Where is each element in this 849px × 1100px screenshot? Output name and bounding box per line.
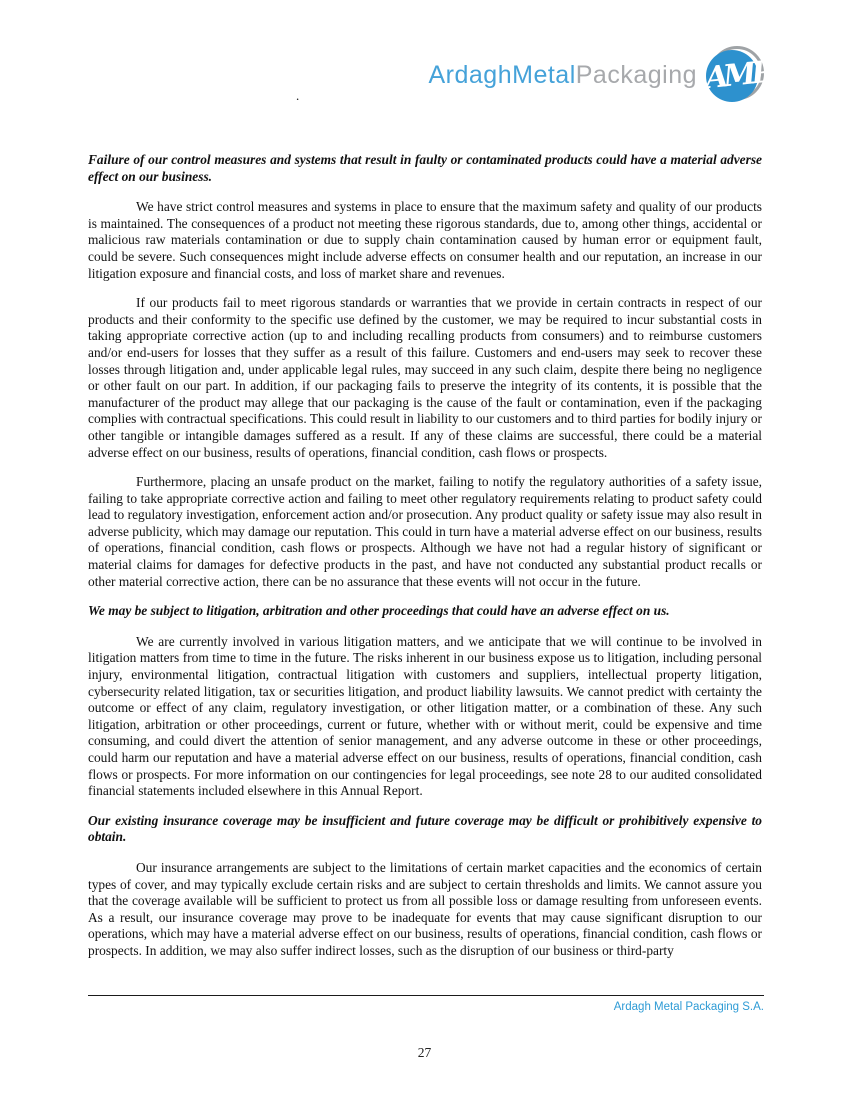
body-paragraph: If our products fail to meet rigorous standards or warranties that we provide in certain contracts in respect of our products and their conformity to the specific use defined by the customer, we may be required to incur substantial costs in taking appropriate corrective action (up to and including recalling products from consumers) and to reimburse customers and/or end-users for losses that they suffer as a result of this failure. Customers and end-users may seek to recover these losses through litigation and, under applicable legal rules, may succeed in any such claim, despite there being no negligence or other fault on our part. In addition, if our packaging fails to preserve the integrity of its contents, it is possible that the manufacturer of the product may allege that our packaging is the cause of the fault or contamination, even if the packaging complies with contractual specifications. This could result in liability to our customers and to third parties for bodily injury or other tangible or intangible damages suffered as a result. If any of these claims are successful, there could be a material adverse effect on our business, results of operations, financial condition, cash flows or prospects. (88, 295, 762, 460)
body-paragraph: We are currently involved in various litigation matters, and we anticipate that we will continue to be involved in litigation matters from time to time in the future. The risks inherent in our business expose us to litigation, including personal injury, environmental litigation, contractual litigation with customers and suppliers, intellectual property litigation, cybersecurity related litigation, tax or securities litigation, and product liability lawsuits. We cannot predict with certainty the outcome or effect of any claim, regulatory investigation, or other litigation matter, or a combination of these. Any such litigation, arbitration or other proceedings, current or future, whether with or without merit, could be expensive and time consuming, and could divert the attention of senior management, and any adverse outcome in these or other proceedings, could harm our reputation and have a material adverse effect on our business, results of operations, financial condition, cash flows or prospects. For more information on our contingencies for legal proceedings, see note 28 to our audited consolidated financial statements included elsewhere in this Annual Report. (88, 633, 762, 799)
page-header (428, 46, 771, 104)
body-paragraph: Furthermore, placing an unsafe product on the market, failing to notify the regulatory authorities of a safety issue, failing to take appropriate corrective action and failing to meet other regulatory requirements relating to product safety could lead to regulatory investigation, enforcement action and/or prosecution. Any product quality or safety issue may also result in adverse publicity, which may damage our reputation. This could in turn have a material adverse effect on our business, results of operations, financial condition, cash flows or prospects. Although we have not had a regular history of significant or material claims for damages for defective products in the past, and have not conducted any substantial product recalls or other material corrective action, there can be no assurance that these events will not occur in the future. (88, 474, 762, 589)
risk-heading-insurance: Our existing insurance coverage may be insufficient and future coverage may be difficult or prohibitively expensive to obtain. (88, 812, 762, 845)
page-number: 27 (417, 1045, 432, 1060)
risk-heading-litigation: We may be subject to litigation, arbitration and other proceedings that could have an adverse effect on us. (88, 603, 670, 619)
document-body (88, 147, 762, 973)
logo-text-secondary: Packaging (575, 60, 697, 89)
logo-monogram: AMP (703, 54, 771, 96)
body-paragraph: We have strict control measures and systems in place to ensure that the maximum safety and quality of our products is maintained. The consequences of a product not meeting these rigorous standards, due to, among other things, accidental or malicious raw materials contamination or due to supply chain contamination caused by human error or equipment fault, could be severe. Such consequences might include adverse effects on consumer health and our reputation, an increase in our litigation exposure and financial costs, and loss of market share and revenues. (88, 199, 762, 281)
stray-period-mark: . (296, 88, 300, 103)
risk-heading-contaminated-products: Failure of our control measures and systems that result in faulty or contaminated products could have a material adverse effect on our business. (88, 152, 762, 184)
company-logo-wordmark (429, 61, 698, 90)
company-logo-icon (703, 46, 771, 104)
footer-divider (88, 995, 764, 996)
logo-text-primary: ArdaghMetal (428, 60, 576, 89)
footer-company-name: Ardagh Metal Packaging S.A. (613, 1001, 764, 1013)
body-paragraph: Our insurance arrangements are subject to the limitations of certain market capacities and the economics of certain types of cover, and may typically exclude certain risks and are subject to certain thresholds and limits. We cannot assure you that the coverage available will be sufficient to protect us from all possible loss or damage resulting from unforeseen events. As a result, our insurance coverage may prove to be inadequate for events that may cause significant disruption to our operations, which may have a material adverse effect on our business, results of operations, financial condition, cash flows or prospects. In addition, we may also suffer indirect losses, such as the disruption of our business or third-party (88, 859, 762, 958)
